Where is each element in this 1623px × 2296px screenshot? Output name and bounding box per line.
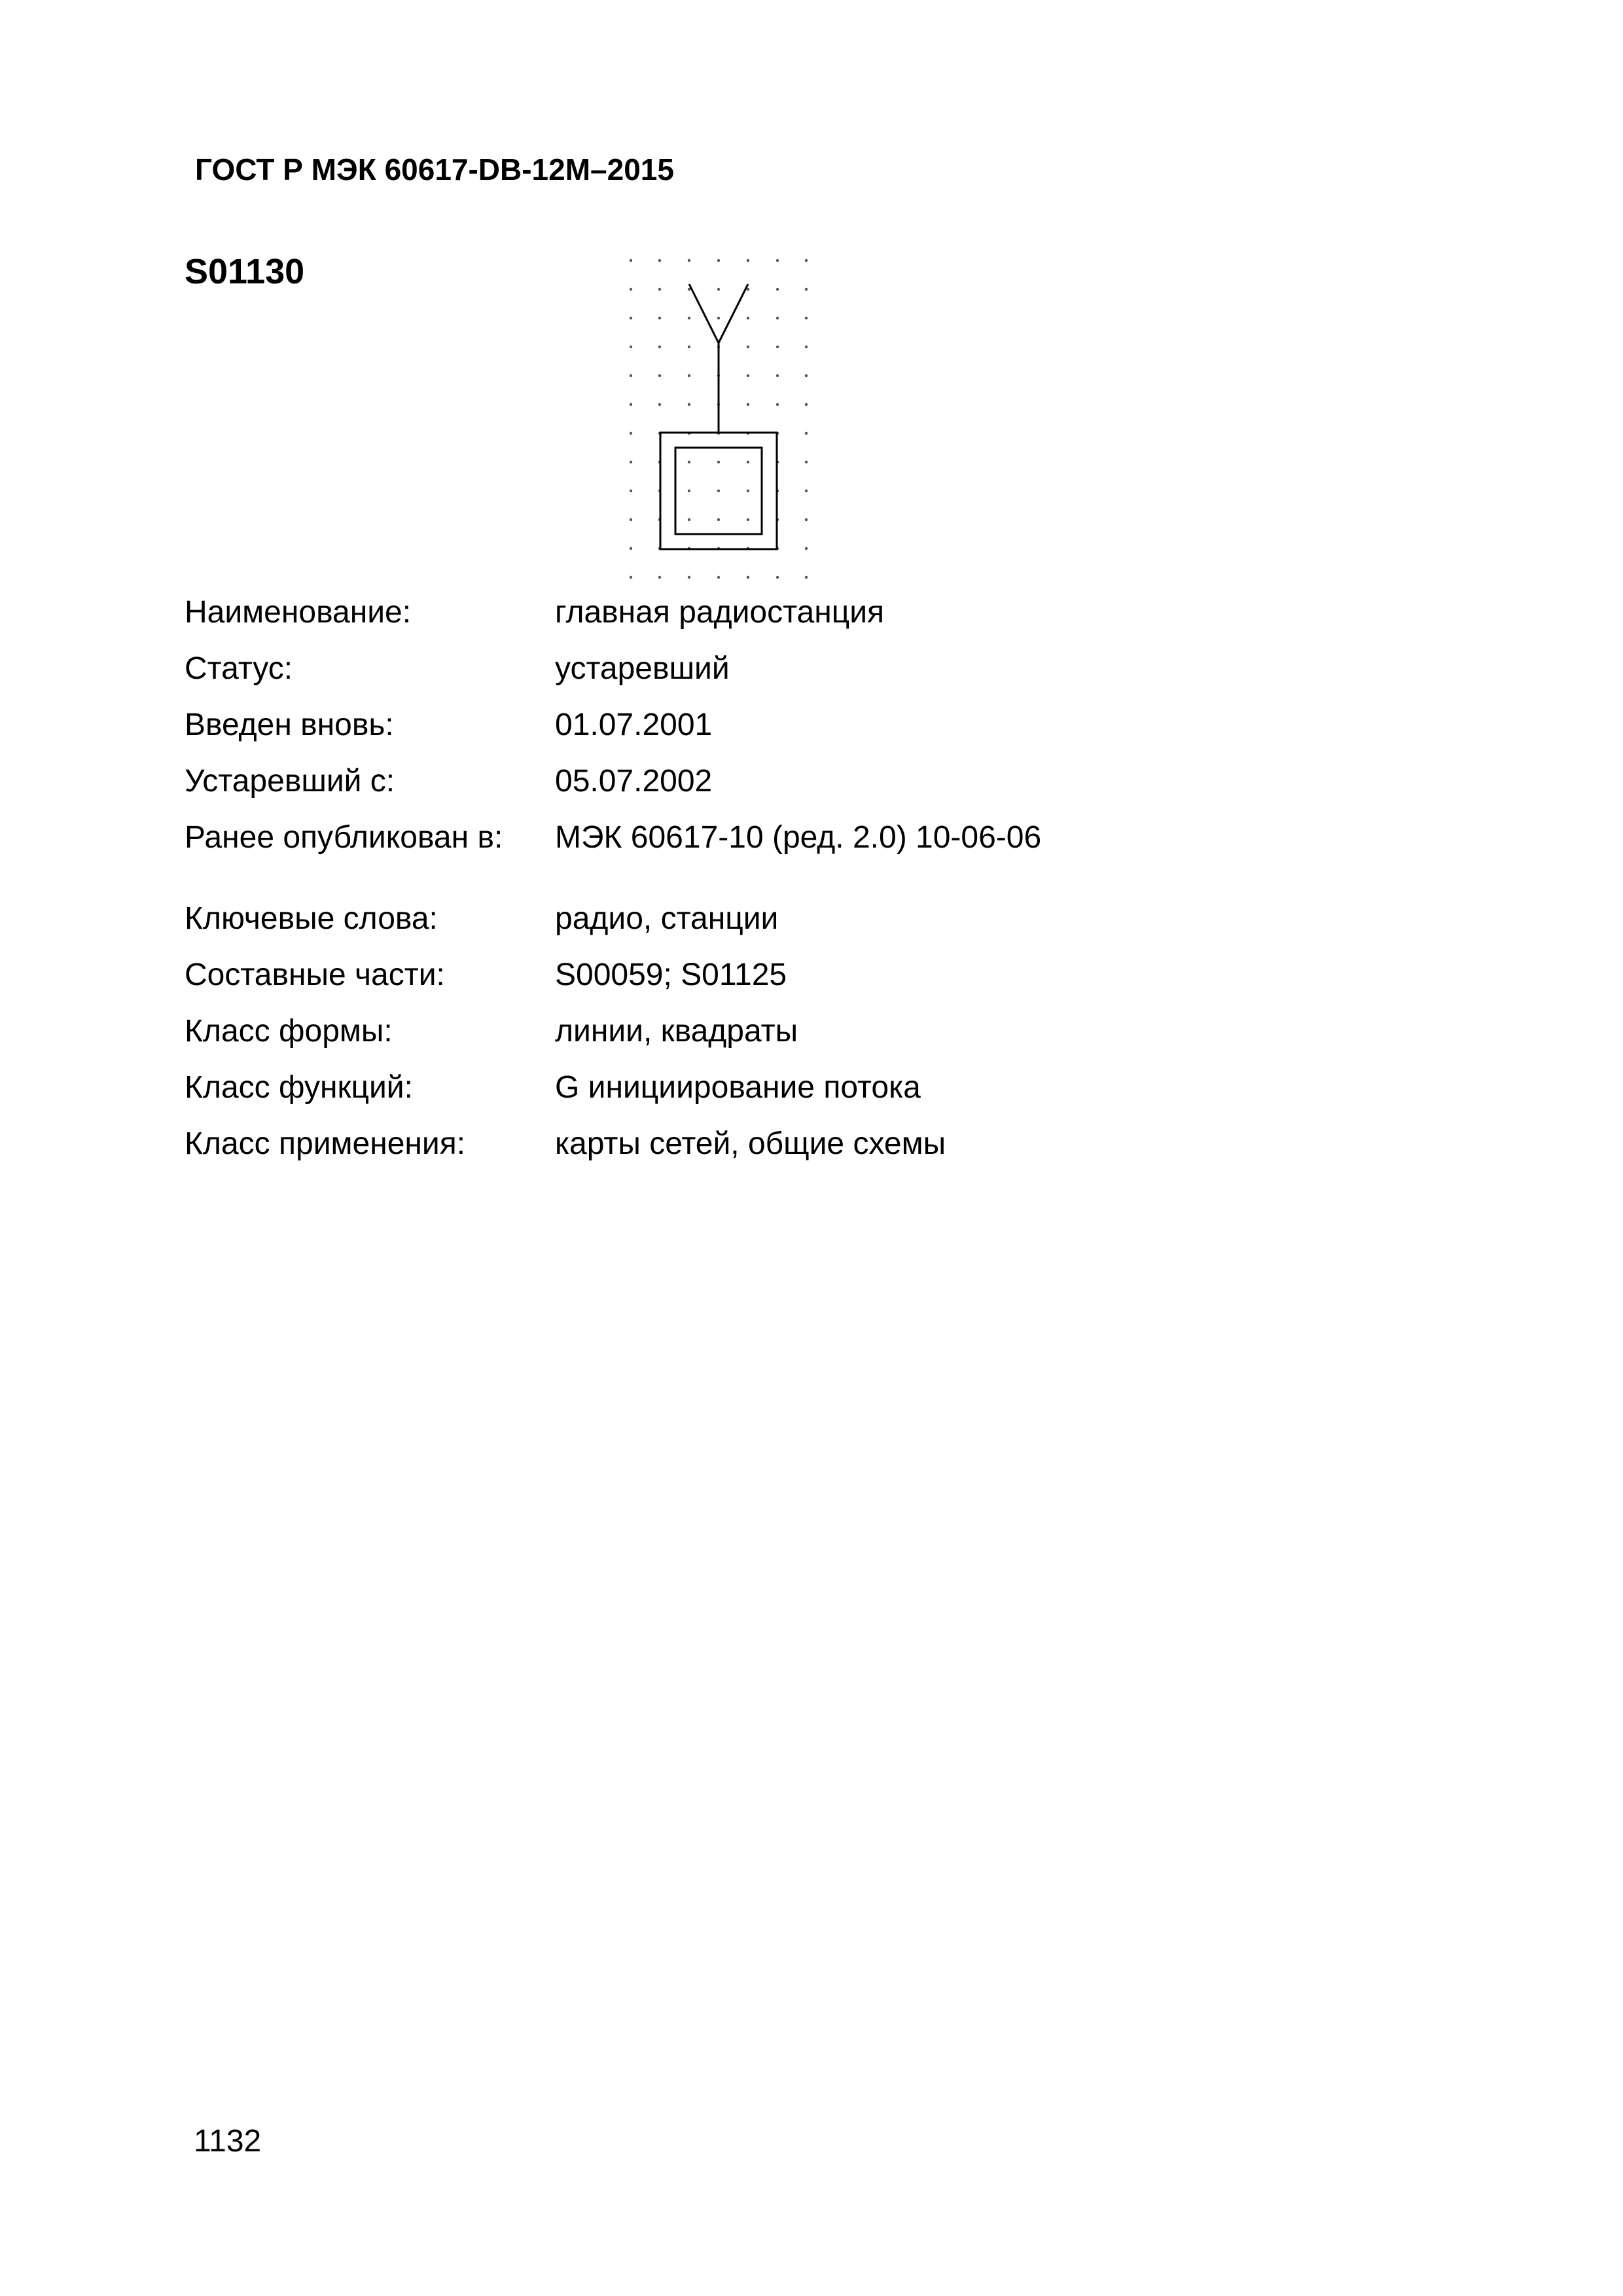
property-value: главная радиостанция: [555, 595, 885, 630]
property-label: Класс функций:: [185, 1070, 413, 1105]
property-label: Статус:: [185, 651, 293, 686]
property-value: 05.07.2002: [555, 764, 713, 798]
property-value: G инициирование потока: [555, 1070, 921, 1105]
property-label: Класс применения:: [185, 1126, 466, 1161]
property-label: Ранее опубликован в:: [185, 820, 503, 855]
symbol-code: S01130: [185, 252, 305, 291]
property-value: 01.07.2001: [555, 708, 713, 742]
property-value: карты сетей, общие схемы: [555, 1126, 946, 1161]
property-value: устаревший: [555, 651, 730, 686]
property-value: S00059; S01125: [555, 958, 787, 992]
property-label: Класс формы:: [185, 1014, 393, 1049]
property-label: Введен вновь:: [185, 708, 394, 742]
property-value: МЭК 60617-10 (ред. 2.0) 10-06-06: [555, 820, 1042, 855]
page-number: 1132: [194, 2124, 262, 2159]
property-label: Наименование:: [185, 595, 412, 630]
property-label: Ключевые слова:: [185, 901, 438, 936]
document-header: ГОСТ Р МЭК 60617-DB-12M–2015: [195, 152, 674, 187]
property-label: Составные части:: [185, 958, 445, 992]
property-value: линии, квадраты: [555, 1014, 798, 1049]
property-label: Устаревший с:: [185, 764, 395, 798]
property-value: радио, станции: [555, 901, 779, 936]
properties-table: [185, 0, 1428, 1244]
